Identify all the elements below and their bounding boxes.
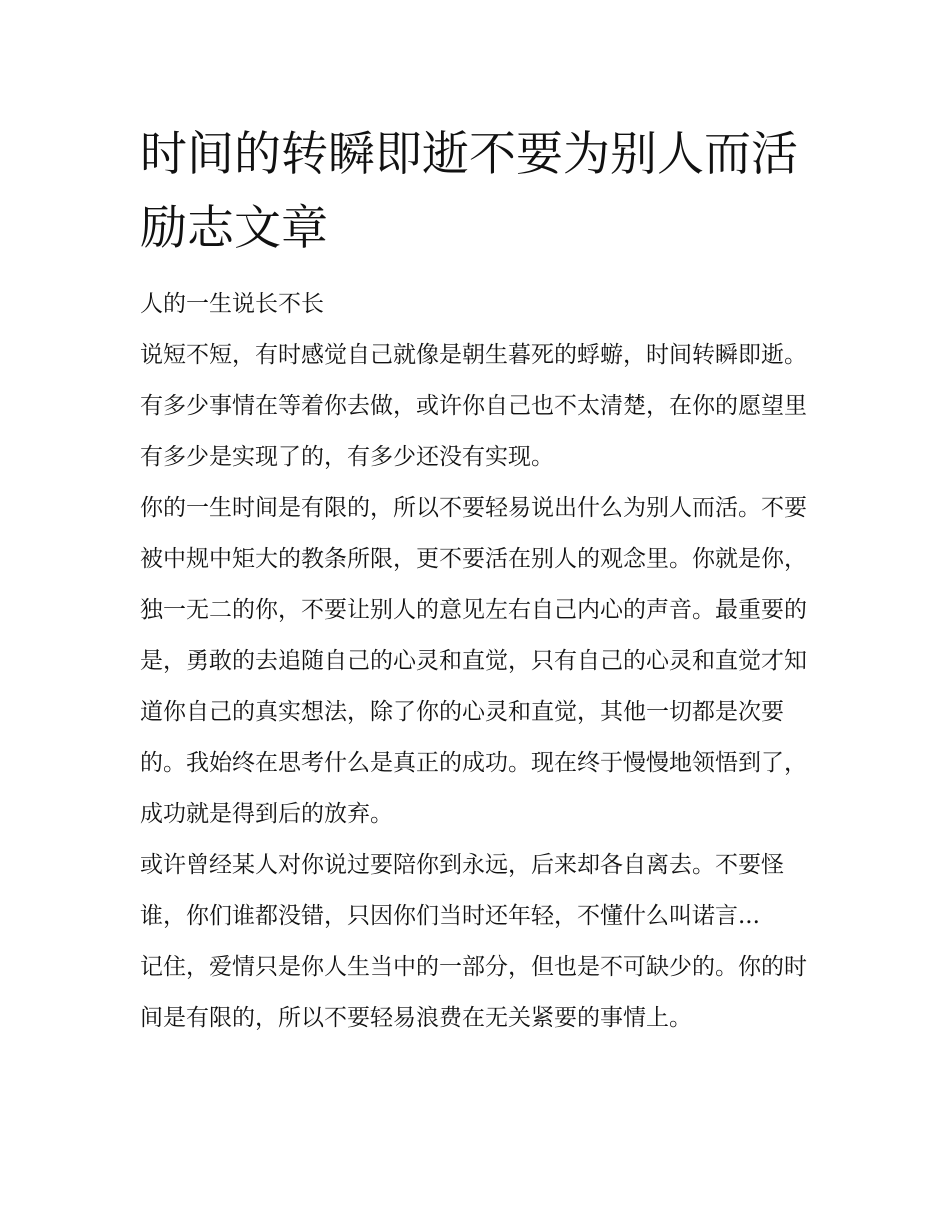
document-body [140, 282, 812, 1044]
paragraph-5: 记住，爱情只是你人生当中的一部分，但也是不可缺少的。你的时间是有限的，所以不要轻易浪费在无关紧要的事情上。 [140, 954, 807, 1031]
paragraph-3: 你的一生时间是有限的，所以不要轻易说出什么为别人而活。不要被中规中矩大的教条所限，更不要活在别人的观念里。你就是你，独一无二的你，不要让别人的意见左右自己内心的声音。最重要的是，勇敢的去追随自己的心灵和直觉，只有自己的心灵和直觉才知道你自己的真实想法，除了你的心灵和直觉，其他一切都是次要的。我始终在思考什么是真正的成功。现在终于慢慢地领悟到了，成功就是得到后的放弃。 [140, 495, 807, 827]
paragraph-2: 说短不短，有时感觉自己就像是朝生暮死的蜉蝣，时间转瞬即逝。有多少事情在等着你去做，或许你自己也不太清楚，在你的愿望里有多少是实现了的，有多少还没有实现。 [140, 342, 807, 470]
paragraph-4: 或许曾经某人对你说过要陪你到永远，后来却各自离去。不要怪谁，你们谁都没错，只因你们当时还年轻，不懂什么叫诺言... [140, 852, 784, 929]
document-page [140, 118, 812, 1044]
document-title: 时间的转瞬即逝不要为别人而活励志文章 [140, 127, 798, 256]
paragraph-1: 人的一生说长不长 [140, 291, 324, 317]
